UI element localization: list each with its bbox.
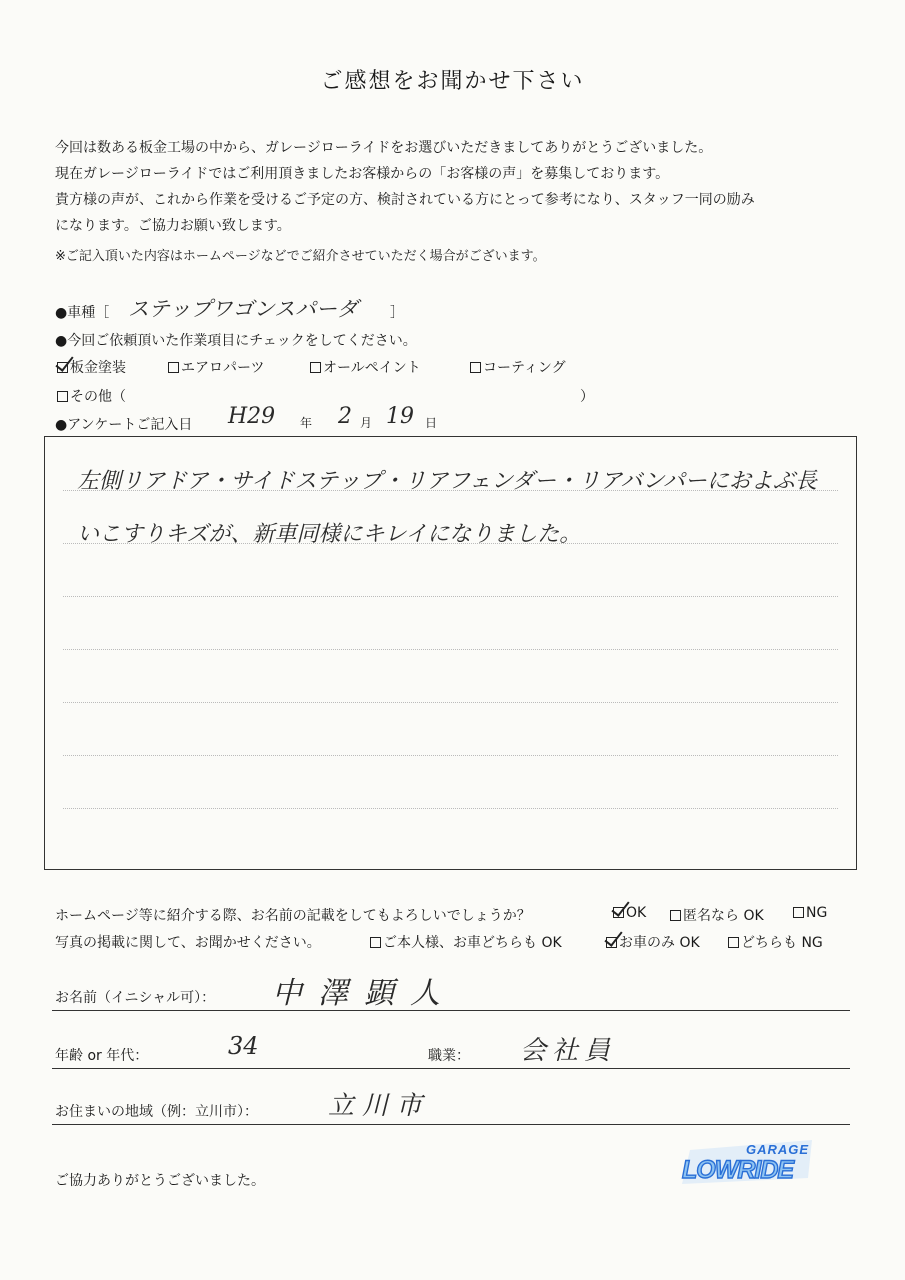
- photo-permission-none[interactable]: どちらも NG: [728, 932, 823, 952]
- name-permission-ng[interactable]: NG: [793, 905, 827, 921]
- work-option-other[interactable]: その他（: [57, 386, 126, 406]
- checkbox-icon[interactable]: [728, 937, 739, 948]
- job-label: 職業：: [428, 1048, 470, 1064]
- logo-bottom-text: LOWRIDE: [682, 1156, 794, 1184]
- intro-line-1: 今回は数ある板金工場の中から、ガレージローライドをお選びいただきましてありがとうございました。: [55, 140, 713, 156]
- intro-line-2: 現在ガレージローライドではご利用頂きましたお客様からの「お客様の声」を募集しております。: [55, 166, 670, 182]
- region-value[interactable]: 立川市: [328, 1091, 431, 1121]
- form-title: ご感想をお聞かせ下さい: [320, 69, 585, 94]
- work-option-aero[interactable]: エアロパーツ: [168, 357, 264, 377]
- age-value[interactable]: 34: [228, 1032, 259, 1060]
- date-label: ●アンケートご記入日: [55, 417, 193, 433]
- date-era-year[interactable]: H29: [228, 404, 276, 429]
- date-month[interactable]: 2: [338, 404, 352, 429]
- name-label: お名前（イニシャル可）：: [55, 990, 216, 1006]
- vehicle-value[interactable]: ステップワゴンスパーダ: [128, 297, 358, 321]
- date-day-unit: 日: [425, 416, 438, 430]
- date-month-unit: 月: [360, 416, 373, 430]
- comment-text: 左側リアドア・サイドステップ・リアフェンダー・リアバンパーにおよぶ長いこすりキズが、新車同様にキレイになりました。: [77, 469, 817, 547]
- vehicle-label: ●車種［: [55, 305, 110, 321]
- intro-notice: ※ご記入頂いた内容はホームページなどでご紹介させていただく場合がございます。: [55, 249, 546, 264]
- checkbox-checked-icon[interactable]: [613, 907, 624, 918]
- closing-message: ご協力ありがとうございました。: [55, 1173, 265, 1189]
- checkbox-icon[interactable]: [168, 362, 179, 373]
- name-value[interactable]: 中澤顕人: [272, 976, 456, 1011]
- comment-box[interactable]: [44, 436, 857, 870]
- name-permission-ok[interactable]: OK: [613, 905, 646, 921]
- date-year-unit: 年: [300, 416, 313, 430]
- vehicle-close-bracket: ］: [390, 305, 404, 321]
- checkbox-checked-icon[interactable]: [606, 937, 617, 948]
- logo-top-text: GARAGE: [746, 1142, 810, 1157]
- work-other-close: ）: [580, 389, 594, 405]
- checkbox-icon[interactable]: [670, 910, 681, 921]
- work-option-coating[interactable]: コーティング: [470, 357, 566, 377]
- checkbox-icon[interactable]: [470, 362, 481, 373]
- work-prompt: ●今回ご依頼頂いた作業項目にチェックをしてください。: [55, 333, 417, 349]
- checkbox-checked-icon[interactable]: [57, 362, 68, 373]
- date-day[interactable]: 19: [386, 404, 414, 429]
- work-option-bankin[interactable]: 板金塗装: [57, 357, 126, 377]
- intro-line-4: になります。ご協力お願い致します。: [55, 218, 291, 234]
- name-permission-anonymous[interactable]: 匿名なら OK: [670, 905, 764, 925]
- photo-permission-question: 写真の掲載に関して、お聞かせください。: [55, 935, 321, 951]
- intro-line-3: 貴方様の声が、これから作業を受けるご予定の方、検討されている方にとって参考になり、スタッフ一同の励み: [55, 192, 755, 208]
- checkbox-icon[interactable]: [793, 907, 804, 918]
- photo-permission-both[interactable]: ご本人様、お車どちらも OK: [370, 932, 562, 952]
- job-value[interactable]: 会社員: [520, 1036, 617, 1066]
- age-label: 年齢 or 年代：: [55, 1048, 149, 1064]
- checkbox-icon[interactable]: [310, 362, 321, 373]
- checkbox-icon[interactable]: [57, 391, 68, 402]
- work-option-allpaint[interactable]: オールペイント: [310, 357, 421, 377]
- logo-graphic: [676, 1134, 818, 1188]
- photo-permission-car-only[interactable]: お車のみ OK: [606, 932, 700, 952]
- garage-lowride-logo: [676, 1134, 818, 1188]
- region-label: お住まいの地域（例：立川市）：: [55, 1104, 258, 1120]
- checkbox-icon[interactable]: [370, 937, 381, 948]
- name-permission-question: ホームページ等に紹介する際、お名前の記載をしてもよろしいでしょうか？: [55, 908, 531, 924]
